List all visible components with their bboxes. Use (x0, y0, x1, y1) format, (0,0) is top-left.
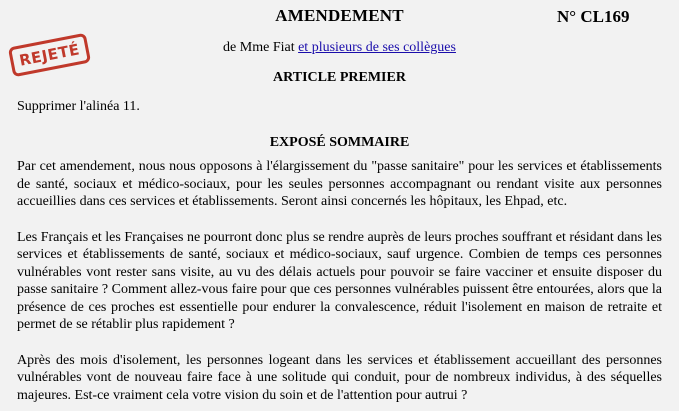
expose-paragraph: Après des mois d'isolement, les personnes logeant dans les services et établissement accueillant des personnes vulnérables vont de nouveau faire face à une solitude qui conduit, pour de nombreux individus, à des séquelles majeures. Est-ce vraiment cela votre vision du soin et de l'attention pour autrui ? (17, 352, 662, 403)
co-authors-link[interactable]: et plusieurs de ses collègues (298, 40, 456, 55)
stamp-label: REJETÉ (17, 40, 82, 70)
amendment-dispositif: Supprimer l'alinéa 11. (17, 99, 140, 114)
expose-paragraph: Les Français et les Françaises ne pourront donc plus se rendre auprès de leurs proches souffrant et résidant dans les services et établissements de santé, sociaux et médico-sociaux, sauf urgence. Combien de temps ces personnes vulnérables vont rester sans visite, au vu des délais actuels pour pouvoir se faire vacciner et ensuite disposer du passe sanitaire ? Comment allez-vous faire pour que ces personnes vulnérables puissent être entourées, alors que la présence de ces proches est essentielle pour endurer la convalescence, réduit l'isolement en maison de retraite et permet de se rétablir plus rapidement ? (17, 229, 662, 332)
expose-body (17, 158, 662, 411)
expose-title: EXPOSÉ SOMMAIRE (269, 135, 410, 150)
amendment-title: AMENDEMENT (275, 6, 404, 25)
authors-line (0, 40, 679, 56)
expose-paragraph: Par cet amendement, nous nous opposons à l'élargissement du "passe sanitaire" pour les services et établissements de santé, sociaux et médico-sociaux, pour les seules personnes accompagnant ou rendant visite aux personnes accueillies dans ces services et établissements. Seront ainsi concernés les hôpitaux, les Ehpad, etc. (17, 159, 662, 209)
amendment-number: N° CL169 (557, 7, 630, 26)
article-heading: ARTICLE PREMIER (273, 70, 406, 85)
authors-prefix: de Mme Fiat (223, 40, 295, 55)
